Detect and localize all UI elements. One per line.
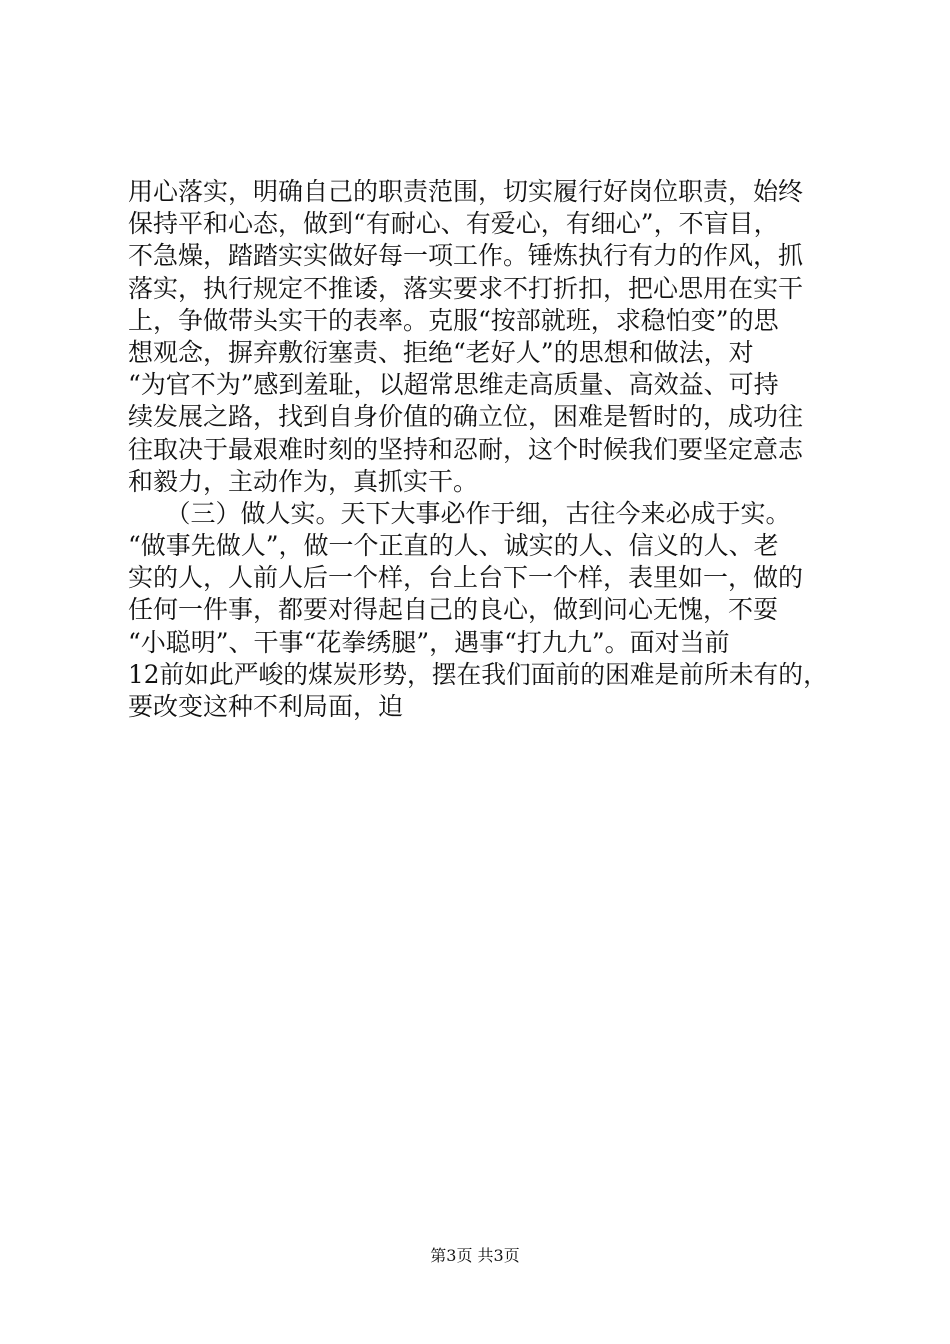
text-line: 落实，执行规定不推诿，落实要求不打折扣，把心思用在实干 [128, 273, 804, 303]
text-line: 要改变这种不利局面，迫 [128, 692, 404, 721]
text-line: 续发展之路，找到自身价值的确立位，困难是暂时的，成功往 [128, 402, 804, 432]
text-line: 和毅力，主动作为，真抓实干。 [128, 466, 479, 496]
text-line: 往取决于最艰难时刻的坚持和忍耐，这个时候我们要坚定意志 [128, 434, 804, 464]
text-line: 用心落实，明确自己的职责范围，切实履行好岗位职责，始终 [128, 177, 804, 206]
text-line: 上，争做带头实干的表率。克服“按部就班，求稳怕变”的思 [128, 305, 779, 335]
text-line: 保持平和心态，做到“有耐心、有爱心，有细心”，不盲目， [128, 209, 779, 239]
text-line: “为官不为”感到羞耻，以超常思维走高质量、高效益、可持 [128, 370, 779, 400]
text-line: 不急燥，踏踏实实做好每一项工作。锤炼执行有力的作风，抓 [128, 241, 804, 271]
body-text [128, 176, 828, 723]
text-line: 12前如此严峻的煤炭形势，摆在我们面前的困难是前所未有的， [128, 659, 828, 689]
text-line: 实的人，人前人后一个样，台上台下一个样，表里如一，做的 [128, 563, 804, 593]
text-line: “小聪明”、干事“花拳绣腿”，遇事“打九九”。面对当前 [128, 627, 730, 657]
page-number-footer: 第3页 共3页 [430, 1246, 520, 1265]
text-line: 任何一件事，都要对得起自己的良心，做到问心无愧，不耍 [128, 595, 779, 625]
text-line: （三）做人实。天下大事必作于细，古往今来必成于实。 [128, 498, 791, 528]
text-line: 想观念，摒弃敷衍塞责、拒绝“老好人”的思想和做法，对 [128, 337, 754, 367]
text-line: “做事先做人”，做一个正直的人、诚实的人、信义的人、老 [128, 531, 779, 561]
